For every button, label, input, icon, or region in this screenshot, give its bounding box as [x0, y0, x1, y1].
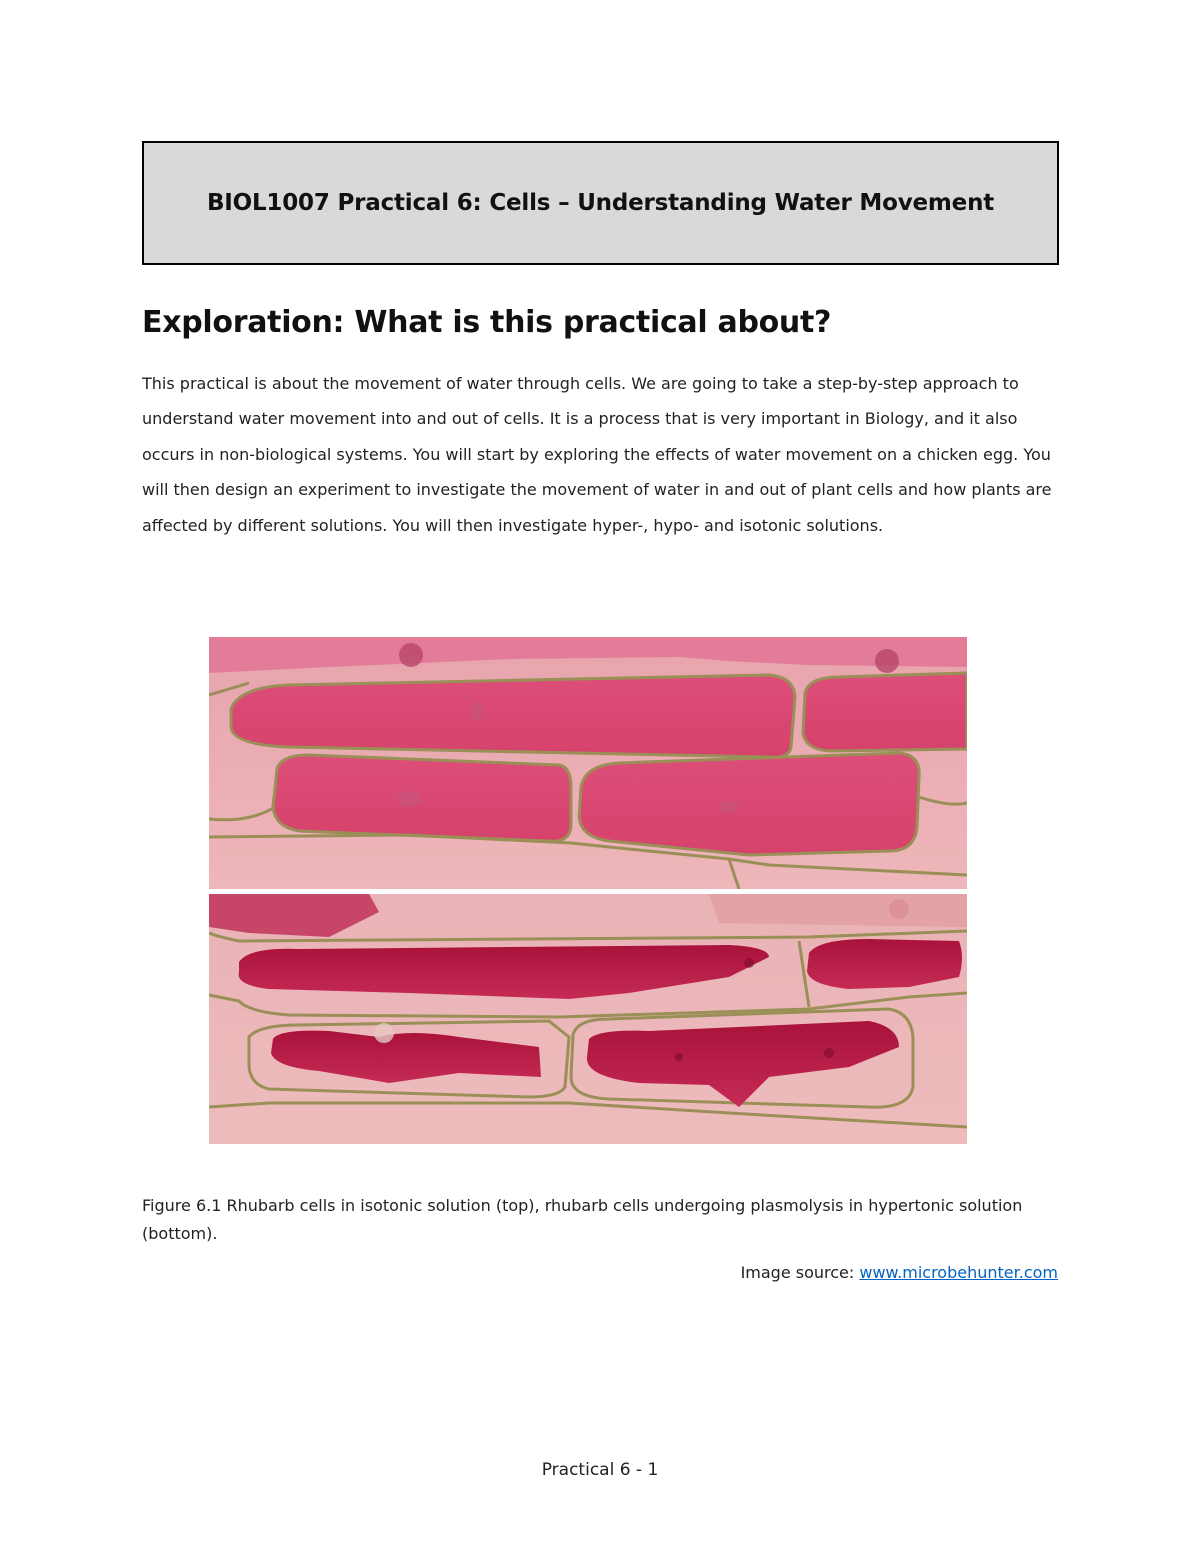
image-source: [741, 1263, 1058, 1282]
title-box: [142, 141, 1059, 265]
intro-paragraph: This practical is about the movement of water through cells. We are going to take a step-by-step approach to understand water movement into and out of cells. It is a process that is very important in Biology, and it also occurs in non-biological systems. You will start by exploring the effects of water movement on a chicken egg. You will then design an experiment to investigate the movement of water in and out of plant cells and how plants are affected by different solutions. You will then investigate hyper-, hypo- and isotonic solutions.: [142, 374, 1052, 535]
image-source-link[interactable]: www.microbehunter.com: [859, 1263, 1058, 1282]
page-footer: Practical 6 - 1: [541, 1460, 659, 1480]
hypertonic-panel: [209, 894, 967, 1144]
figure-caption: Figure 6.1 Rhubarb cells in isotonic solution (top), rhubarb cells undergoing plasmolysis in hypertonic solution (bottom).: [142, 1196, 1023, 1243]
rhubarb-cells-micrograph: [209, 637, 967, 1144]
isotonic-panel: [209, 637, 967, 889]
document-title: BIOL1007 Practical 6: Cells – Understanding Water Movement: [206, 190, 995, 216]
image-source-label: Image source:: [740, 1263, 855, 1282]
section-heading: Exploration: What is this practical about?: [142, 305, 832, 340]
